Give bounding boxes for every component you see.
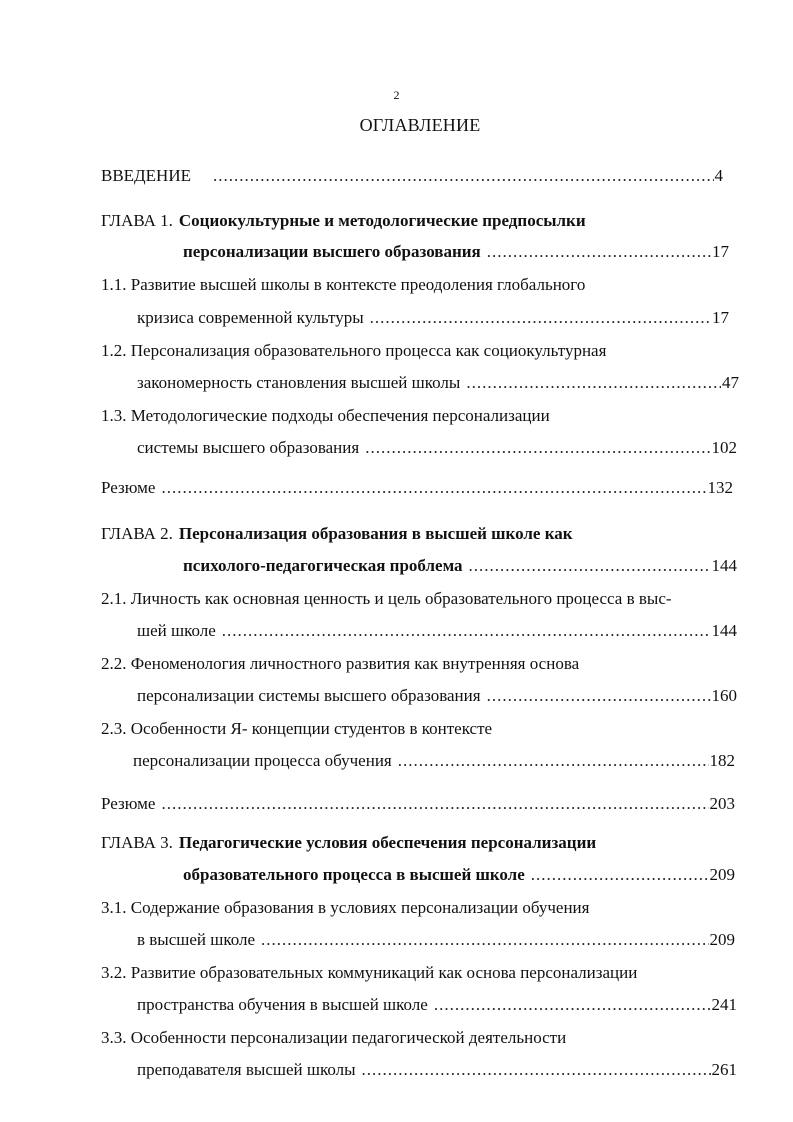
toc-leader-dots: [362, 1057, 711, 1083]
page-number: 2: [393, 88, 400, 102]
toc-chapter-2-heading[interactable]: [101, 521, 741, 547]
toc-section-1-3[interactable]: [137, 435, 737, 461]
toc-section-2-2[interactable]: [137, 683, 737, 709]
toc-section-3-1[interactable]: [137, 927, 735, 953]
toc-page-number: 209: [709, 865, 735, 884]
toc-leader-dots: [398, 748, 709, 774]
section-title-continued: пространства обучения в высшей школе: [137, 995, 428, 1014]
toc-leader-dots: [487, 239, 711, 265]
toc-leader-dots: [365, 435, 710, 461]
section-title: 3.1. Содержание образования в условиях персонализации обучения: [101, 898, 590, 917]
toc-section-2-1-heading[interactable]: [101, 586, 741, 612]
toc-leader-dots: [434, 992, 711, 1018]
toc-page-number: 182: [709, 751, 735, 770]
toc-leader-dots: [466, 370, 721, 396]
toc-section-1-2[interactable]: [137, 370, 739, 396]
toc-page-number: 203: [709, 794, 735, 813]
toc-section-3-3-heading[interactable]: [101, 1025, 741, 1051]
section-title-continued: шей школе: [137, 621, 216, 640]
chapter-title: Персонализация образования в высшей школе как: [178, 524, 573, 543]
section-title-continued: преподавателя высшей школы: [137, 1060, 356, 1079]
section-title-continued: персонализации процесса обучения: [133, 751, 392, 770]
toc-leader-dots: [531, 862, 709, 888]
toc-chapter-3-heading[interactable]: [101, 830, 741, 856]
toc-leader-dots: [261, 927, 708, 953]
section-title-continued: в высшей школе: [137, 930, 256, 949]
toc-page-number: 241: [711, 995, 737, 1014]
toc-section-3-2[interactable]: [137, 992, 737, 1018]
section-title-continued: закономерность становления высшей школы: [137, 373, 461, 392]
page-title: ОГЛАВЛЕНИЕ: [359, 115, 481, 135]
toc-entry-label: Резюме: [101, 794, 156, 813]
toc-section-1-1[interactable]: [137, 305, 729, 331]
section-title-continued: системы высшего образования: [137, 438, 360, 457]
toc-chapter-2[interactable]: [183, 553, 737, 579]
toc-section-2-3[interactable]: [133, 748, 735, 774]
toc-section-1-1-heading[interactable]: [101, 272, 741, 298]
chapter-title: Социокультурные и методологические предпосылки: [178, 211, 586, 230]
toc-leader-dots: [469, 553, 711, 579]
toc-resume-2[interactable]: [101, 791, 735, 817]
toc-leader-dots: [161, 475, 706, 501]
toc-leader-dots: [222, 618, 711, 644]
toc-page-number: 160: [711, 686, 737, 705]
chapter-prefix: ГЛАВА 2.: [101, 524, 173, 543]
toc-page-number: 102: [711, 438, 737, 457]
toc-entry-intro[interactable]: [101, 163, 723, 189]
section-title: 3.2. Развитие образовательных коммуникаций как основа персонализации: [101, 963, 638, 982]
section-title: 2.2. Феноменология личностного развития как внутренняя основа: [101, 654, 580, 673]
toc-entry-label: ВВЕДЕНИЕ: [101, 166, 191, 185]
toc-entry-label: Резюме: [101, 478, 156, 497]
chapter-prefix: ГЛАВА 3.: [101, 833, 173, 852]
section-title: 2.1. Личность как основная ценность и цель образовательного процесса в выс-: [101, 589, 672, 608]
chapter-prefix: ГЛАВА 1.: [101, 211, 173, 230]
toc-page-number: 17: [712, 242, 729, 261]
toc-section-2-2-heading[interactable]: [101, 651, 741, 677]
toc-page-number: 144: [711, 556, 737, 575]
toc-page-number: 17: [712, 308, 729, 327]
toc-section-2-3-heading[interactable]: [101, 716, 741, 742]
section-title: 2.3. Особенности Я- концепции студентов в контексте: [101, 719, 493, 738]
toc-section-1-2-heading[interactable]: [101, 338, 741, 364]
chapter-title-continued: персонализации высшего образования: [183, 242, 481, 261]
toc-section-2-1[interactable]: [137, 618, 737, 644]
toc-leader-dots: [370, 305, 711, 331]
section-title: 1.1. Развитие высшей школы в контексте преодоления глобального: [101, 275, 586, 294]
toc-section-3-2-heading[interactable]: [101, 960, 761, 986]
toc-section-3-1-heading[interactable]: [101, 895, 741, 921]
toc-page-number: 261: [711, 1060, 737, 1079]
toc-section-3-3[interactable]: [137, 1057, 737, 1083]
chapter-title: Педагогические условия обеспечения персонализации: [178, 833, 597, 852]
toc-section-1-3-heading[interactable]: [101, 403, 741, 429]
toc-page-number: 132: [707, 478, 733, 497]
toc-chapter-1[interactable]: [183, 239, 729, 265]
toc-page-number: 47: [722, 373, 739, 392]
toc-chapter-3[interactable]: [183, 862, 735, 888]
toc-chapter-1-heading[interactable]: [101, 208, 741, 234]
section-title: 1.3. Методологические подходы обеспечения персонализации: [101, 406, 550, 425]
toc-resume-1[interactable]: [101, 475, 733, 501]
chapter-title-continued: образовательного процесса в высшей школе: [183, 865, 525, 884]
section-title-continued: кризиса современной культуры: [137, 308, 364, 327]
section-title: 1.2. Персонализация образовательного процесса как социокультурная: [101, 341, 607, 360]
toc-leader-dots: [487, 683, 711, 709]
section-title-continued: персонализации системы высшего образования: [137, 686, 481, 705]
toc-page-number: 4: [714, 166, 723, 185]
toc-page-number: 209: [709, 930, 735, 949]
toc-leader-dots: [213, 163, 714, 189]
chapter-title-continued: психолого-педагогическая проблема: [183, 556, 463, 575]
section-title: 3.3. Особенности персонализации педагогической деятельности: [101, 1028, 567, 1047]
toc-page-number: 144: [711, 621, 737, 640]
toc-leader-dots: [161, 791, 708, 817]
